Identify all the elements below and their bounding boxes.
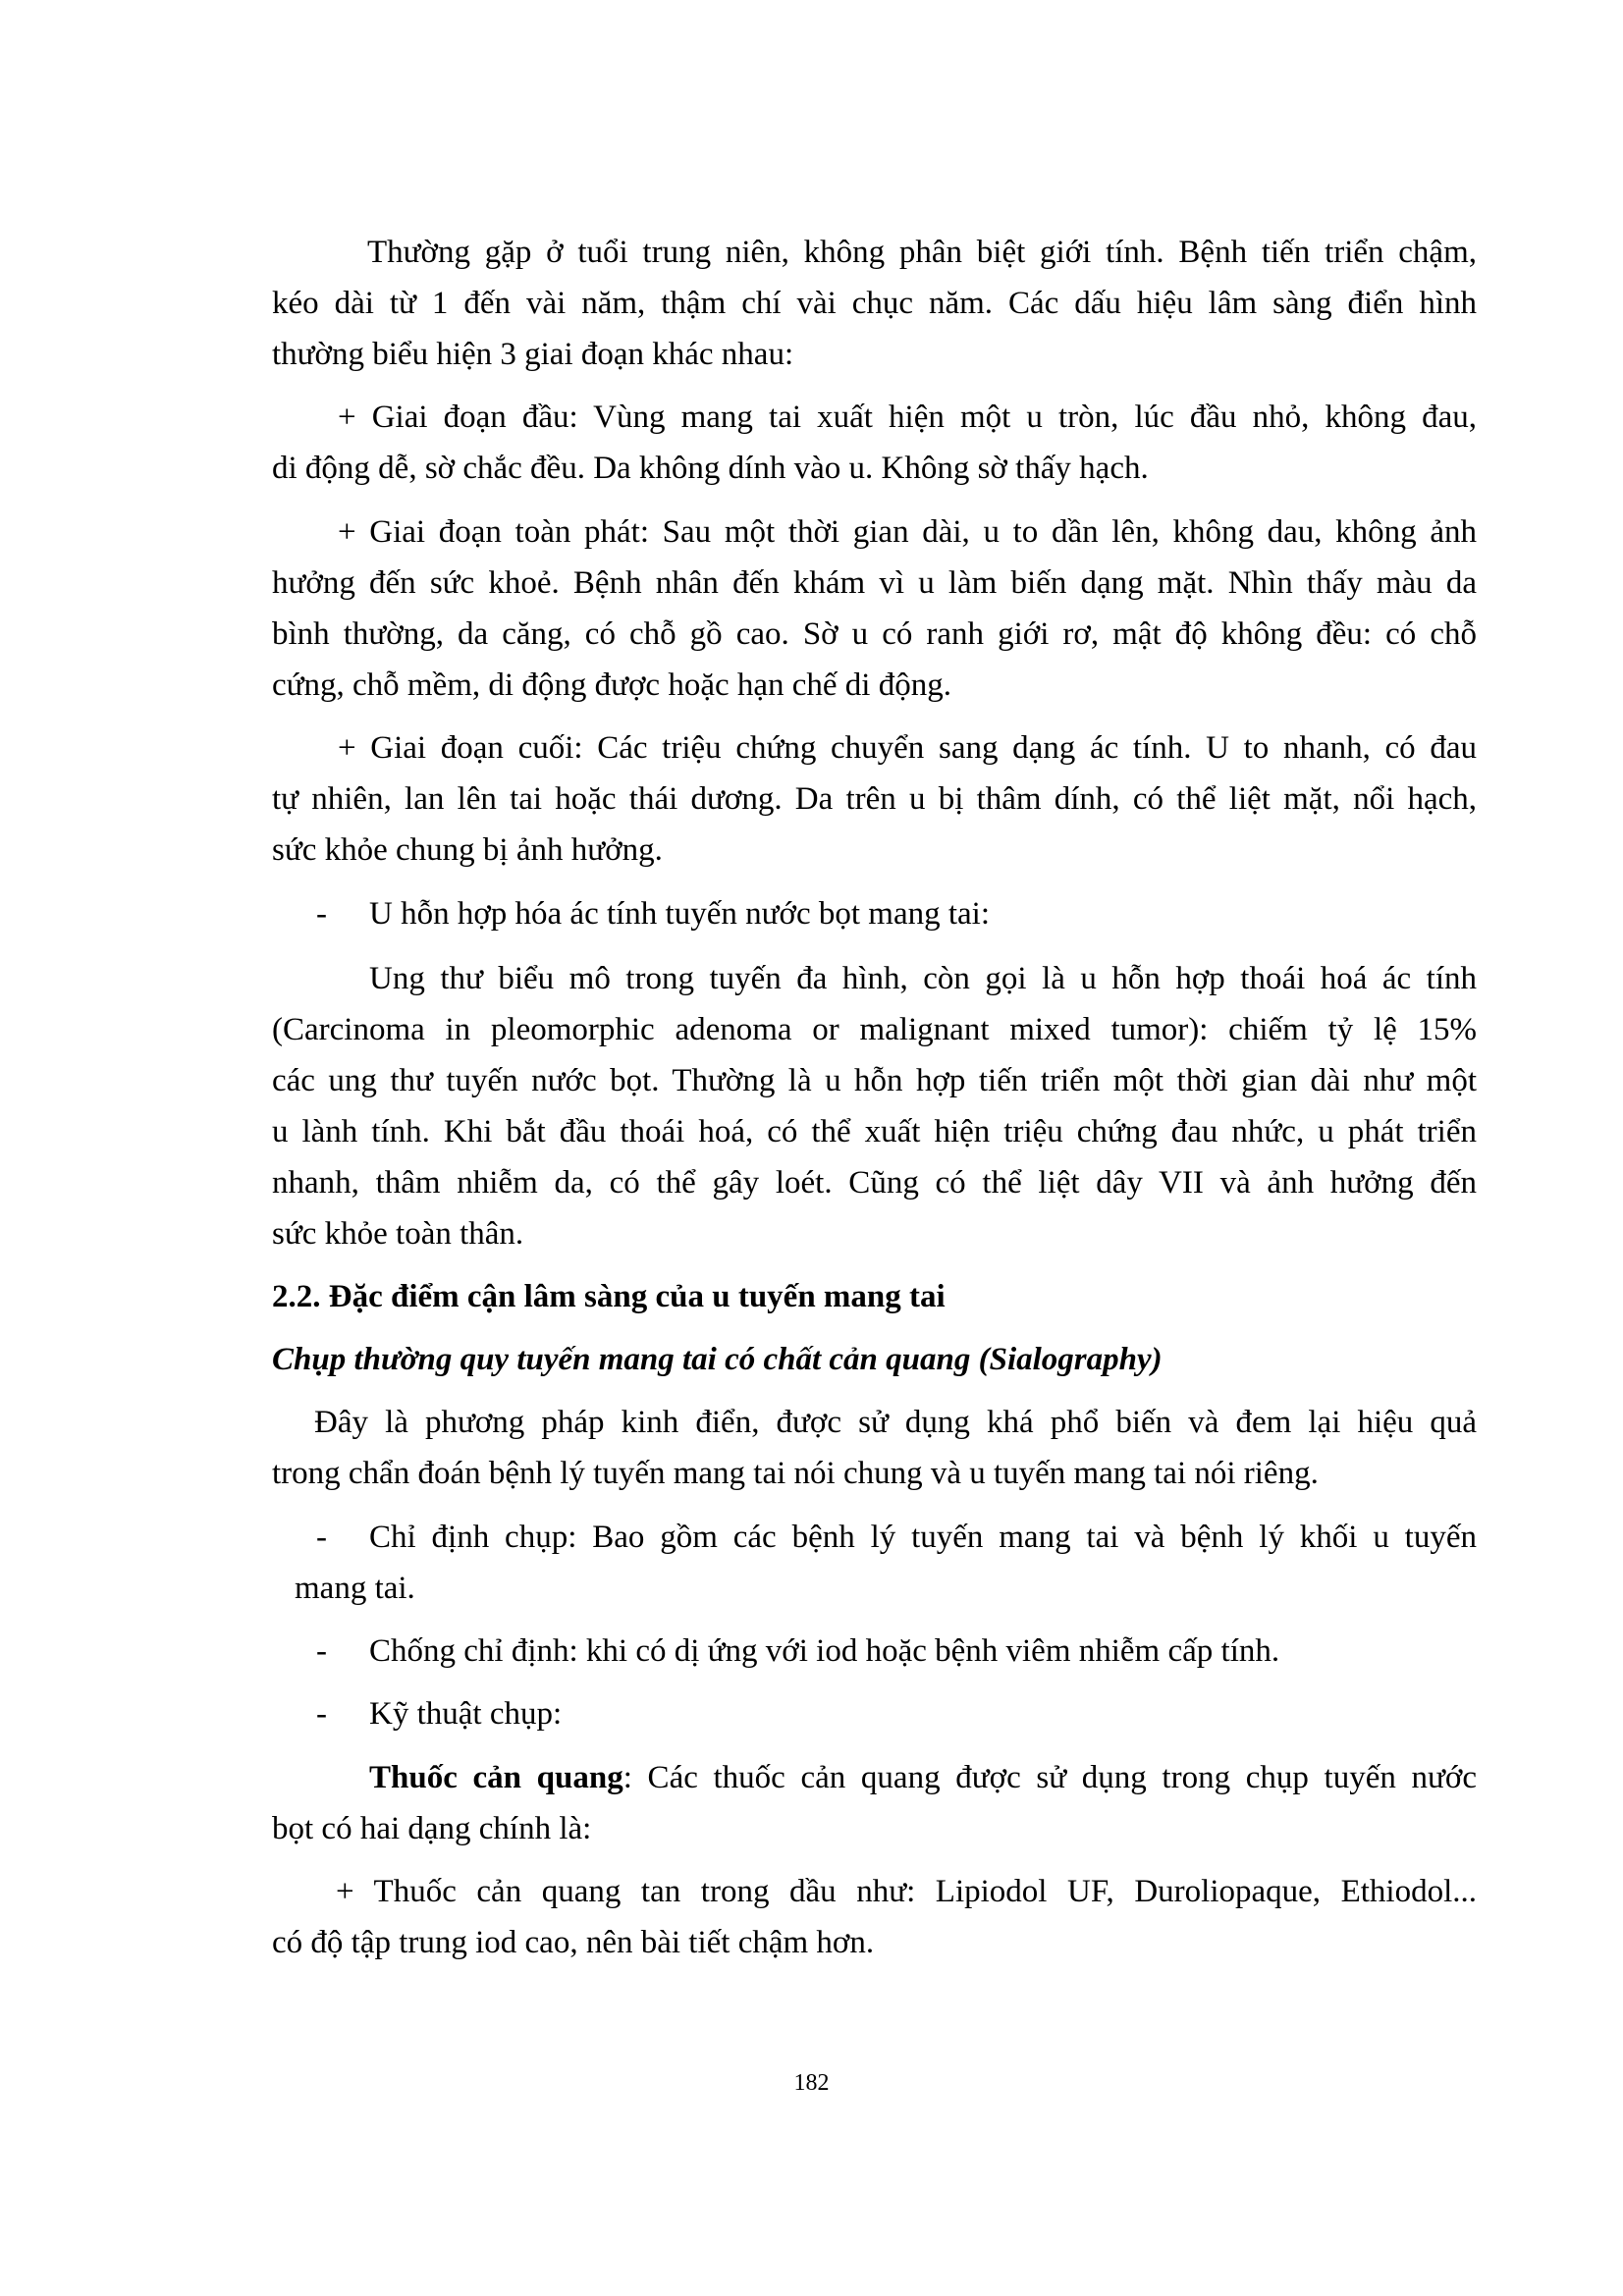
contraindication-text: Chống chỉ định: khi có dị ứng với iod hoặc bệnh viêm nhiễm cấp tính. bbox=[369, 1633, 1280, 1669]
method-line-2: trong chẩn đoán bệnh lý tuyến mang tai nói chung và u tuyến mang tai nói riêng. bbox=[272, 1456, 1319, 1491]
stage-full-line-1: + Giai đoạn toàn phát: Sau một thời gian dài, u to dần lên, không dau, không ảnh bbox=[338, 514, 1477, 550]
carcinoma-line-3: các ung thư tuyến nước bọt. Thường là u hỗn hợp tiến triển một thời gian dài như một bbox=[272, 1063, 1477, 1098]
contrast-term: Thuốc cản quang bbox=[369, 1760, 623, 1795]
stage-late-line-2: tự nhiên, lan lên tai hoặc thái dương. Da trên u bị thâm dính, có thể liệt mặt, nổi hạch, bbox=[272, 781, 1477, 817]
bullet-dash: - bbox=[316, 1633, 327, 1669]
carcinoma-line-1: Ung thư biểu mô trong tuyến đa hình, còn gọi là u hỗn hợp thoái hoá ác tính bbox=[369, 961, 1477, 996]
stage-early-line-2: di động dễ, sờ chắc đều. Da không dính vào u. Không sờ thấy hạch. bbox=[272, 451, 1149, 486]
carcinoma-line-5: nhanh, thâm nhiễm da, có thể gây loét. Cũng có thể liệt dây VII và ảnh hưởng đến bbox=[272, 1165, 1477, 1201]
method-line-1: Đây là phương pháp kinh điển, được sử dụng khá phổ biến và đem lại hiệu quả bbox=[314, 1405, 1477, 1440]
bullet-dash: - bbox=[316, 1520, 327, 1555]
stage-full-line-4: cứng, chỗ mềm, di động được hoặc hạn chế di động. bbox=[272, 667, 951, 703]
bullet-dash: - bbox=[316, 1696, 327, 1732]
oil-contrast-line-2: có độ tập trung iod cao, nên bài tiết chậm hơn. bbox=[272, 1925, 875, 1960]
section-heading: 2.2. Đặc điểm cận lâm sàng của u tuyến mang tai bbox=[272, 1279, 946, 1314]
stage-full-line-2: hưởng đến sức khoẻ. Bệnh nhân đến khám vì u làm biến dạng mặt. Nhìn thấy màu da bbox=[272, 565, 1477, 601]
stage-early-line-1: + Giai đoạn đầu: Vùng mang tai xuất hiện một u tròn, lúc đầu nhỏ, không đau, bbox=[338, 400, 1477, 435]
contrast-line-1-rest: : Các thuốc cản quang được sử dụng trong chụp tuyến nước bbox=[622, 1760, 1477, 1795]
carcinoma-line-4: u lành tính. Khi bắt đầu thoái hoá, có thể xuất hiện triệu chứng đau nhức, u phát triển bbox=[272, 1114, 1477, 1149]
subsection-heading: Chụp thường quy tuyến mang tai có chất cản quang (Sialography) bbox=[272, 1342, 1163, 1377]
indication-line-1: Chỉ định chụp: Bao gồm các bệnh lý tuyến mang tai và bệnh lý khối u tuyến bbox=[369, 1520, 1477, 1555]
bullet-malignant-text: U hỗn hợp hóa ác tính tuyến nước bọt mang tai: bbox=[369, 896, 990, 932]
oil-contrast-line-1: + Thuốc cản quang tan trong dầu như: Lipiodol UF, Duroliopaque, Ethiodol... bbox=[336, 1874, 1477, 1909]
carcinoma-line-2: (Carcinoma in pleomorphic adenoma or malignant mixed tumor): chiếm tỷ lệ 15% bbox=[272, 1012, 1477, 1047]
bullet-dash: - bbox=[316, 896, 327, 932]
stage-late-line-1: + Giai đoạn cuối: Các triệu chứng chuyển sang dạng ác tính. U to nhanh, có đau bbox=[338, 730, 1477, 766]
stage-full-line-3: bình thường, da căng, có chỗ gồ cao. Sờ u có ranh giới rơ, mật độ không đều: có chỗ bbox=[272, 616, 1477, 652]
technique-text: Kỹ thuật chụp: bbox=[369, 1696, 563, 1732]
intro-line-3: thường biểu hiện 3 giai đoạn khác nhau: bbox=[272, 337, 794, 372]
stage-late-line-3: sức khỏe chung bị ảnh hưởng. bbox=[272, 832, 663, 868]
carcinoma-line-6: sức khỏe toàn thân. bbox=[272, 1216, 524, 1252]
intro-line-1: Thường gặp ở tuổi trung niên, không phân biệt giới tính. Bệnh tiến triển chậm, bbox=[367, 235, 1477, 270]
contrast-line-1 bbox=[369, 1758, 1477, 1797]
contrast-line-2: bọt có hai dạng chính là: bbox=[272, 1811, 592, 1846]
intro-line-2: kéo dài từ 1 đến vài năm, thậm chí vài chục năm. Các dấu hiệu lâm sàng điển hình bbox=[272, 286, 1477, 321]
page-number: 182 bbox=[793, 2070, 830, 2096]
indication-line-2: mang tai. bbox=[295, 1571, 415, 1606]
